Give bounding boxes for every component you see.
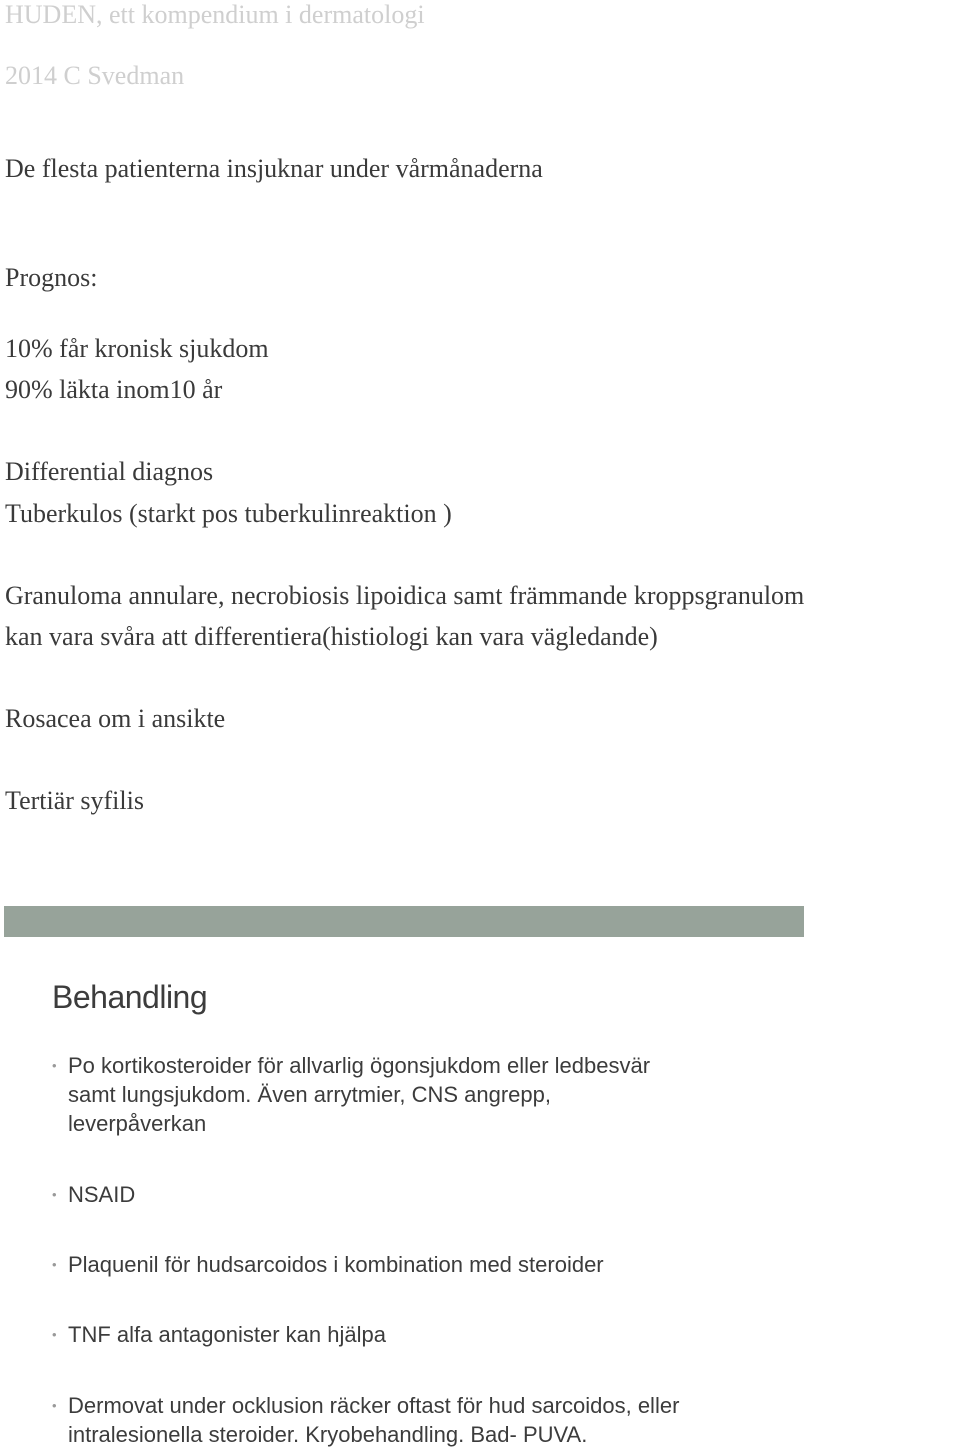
bullet-item	[52, 1250, 912, 1279]
bullet-icon: •	[52, 1398, 57, 1413]
intro-line: De flesta patienterna insjuknar under vårmånaderna	[5, 154, 543, 183]
document-author: 2014 C Svedman	[5, 61, 185, 90]
differential-line: Granuloma annulare, necrobiosis lipoidica samt främmande kroppsgranulom	[5, 581, 805, 610]
prognos-line: 90% läkta inom10 år	[5, 375, 223, 404]
differential-heading: Differential diagnos	[5, 457, 214, 486]
slide-header-bar	[4, 906, 804, 937]
bullet-text: Dermovat under ocklusion räcker oftast för hud sarcoidos, eller	[68, 1393, 680, 1418]
bullet-icon: •	[52, 1257, 57, 1272]
prognos-line: 10% får kronisk sjukdom	[5, 334, 269, 363]
bullet-text: samt lungsjukdom. Även arrytmier, CNS angrepp,	[68, 1082, 551, 1107]
bullet-text: TNF alfa antagonister kan hjälpa	[68, 1322, 386, 1347]
bullet-icon: •	[52, 1058, 57, 1073]
bullet-item	[52, 1391, 912, 1449]
differential-line: Rosacea om i ansikte	[5, 704, 226, 733]
prognos-heading: Prognos:	[5, 263, 98, 292]
bullet-item	[52, 1051, 912, 1138]
bullet-icon: •	[52, 1327, 57, 1342]
slide-title: Behandling	[52, 979, 208, 1015]
bullet-text: Plaquenil för hudsarcoidos i kombination med steroider	[68, 1252, 604, 1277]
differential-line: Tertiär syfilis	[5, 786, 144, 815]
differential-line: kan vara svåra att differentiera(histiologi kan vara vägledande)	[5, 622, 658, 651]
differential-line: Tuberkulos (starkt pos tuberkulinreaktion )	[5, 499, 452, 528]
document-title: HUDEN, ett kompendium i dermatologi	[5, 0, 425, 29]
bullet-text: Po kortikosteroider för allvarlig ögonsjukdom eller ledbesvär	[68, 1053, 651, 1078]
bullet-item	[52, 1320, 912, 1349]
bullet-item	[52, 1180, 912, 1209]
bullet-icon: •	[52, 1187, 57, 1202]
bullet-text: intralesionella steroider. Kryobehandling. Bad- PUVA.	[68, 1422, 588, 1447]
bullet-text: leverpåverkan	[68, 1111, 207, 1136]
bullet-text: NSAID	[68, 1182, 136, 1207]
